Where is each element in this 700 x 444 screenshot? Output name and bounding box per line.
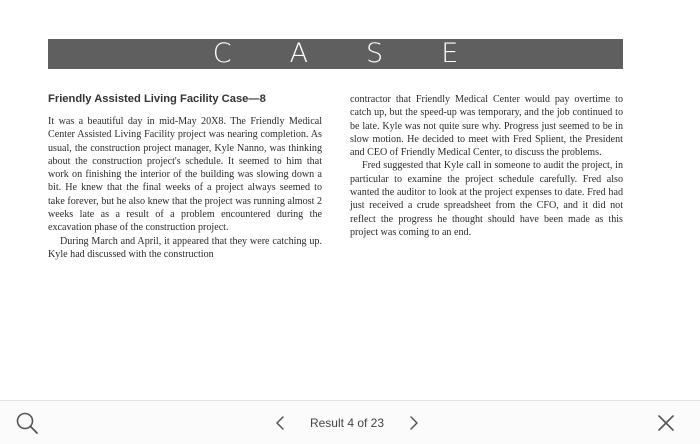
article-paragraph: It was a beautiful day in mid-May 20X8. The Friendly Medical Center Assisted Living Facility project was nearing completion. As usual, the construction project manager, Kyle Nanno, was thinking about the construction project's schedule. It seemed to him that work on finishing the interior of the building was slowing down a bit. He knew that the final weeks of a project always seemed to take forever, but he also knew that the project was running almost 2 weeks late as a result of a problem encountered during the excavation phase of the construction project. [48,116,322,234]
case-banner-title: CASE [212,38,517,69]
article-right-column [350,92,623,239]
previous-result-button[interactable] [272,412,290,434]
case-banner [48,39,623,69]
result-counter: Result 4 of 23 [309,416,385,430]
article-left-column [48,92,322,261]
chevron-right-icon [404,412,422,434]
article-paragraph: During March and April, it appeared that they were catching up. Kyle had discussed with the construction [48,235,322,260]
search-results-toolbar [0,400,700,444]
chevron-left-icon [272,412,290,434]
close-icon[interactable] [656,413,676,433]
article-paragraph: Fred suggested that Kyle call in someone to audit the project, in particular to examine the project schedule carefully. Fred also wanted the auditor to look at the project expenses to date. Fred had just received a crude spreadsheet from the CFO, and it did not reflect the progress he thought should have been made as this project was coming to an end. [350,160,623,238]
article-paragraph: contractor that Friendly Medical Center would pay overtime to catch up, but the speed-up was temporary, and the job continued to be late. Kyle was not quite sure why. Progress just seemed to be in slow motion. He decided to meet with Fred Splient, the President and CEO of Friendly Medical Center, to discuss the problems. [350,94,623,159]
next-result-button[interactable] [404,412,422,434]
search-icon[interactable] [14,410,40,436]
article-heading: Friendly Assisted Living Facility Case—8 [48,93,266,105]
